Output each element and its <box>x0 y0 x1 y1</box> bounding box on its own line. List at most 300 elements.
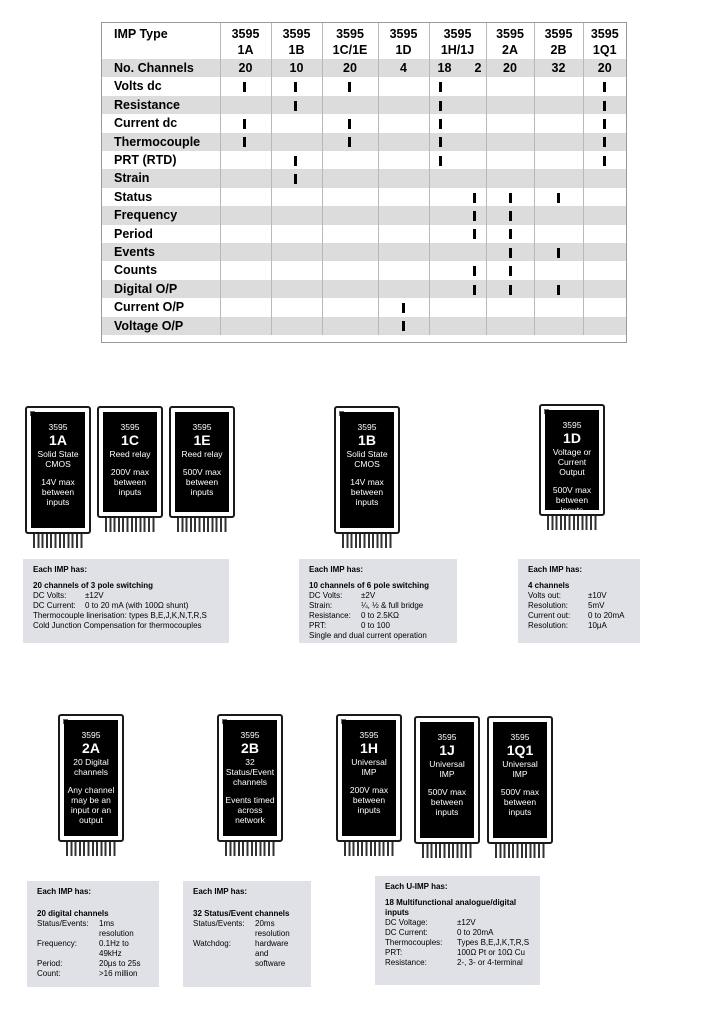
table-cell <box>322 188 378 206</box>
tick-mark <box>473 285 476 295</box>
tick-mark <box>348 119 351 129</box>
table-cell <box>220 133 271 151</box>
spec-heading: Each IMP has: <box>37 887 92 896</box>
table-row <box>102 261 626 279</box>
module-note: inputs <box>357 805 381 815</box>
spec-row: PRT: 100Ω Pt or 10Ω Cu <box>385 948 525 957</box>
spec-row: DC Voltage: ±12V <box>385 918 476 927</box>
row-label: Current O/P <box>102 298 220 316</box>
module-card-2A <box>58 714 124 856</box>
col-header-1B: 3595 1B <box>271 23 322 59</box>
spec-line: Cold Junction Compensation for thermocouples <box>33 621 202 630</box>
connector-pins <box>225 842 275 856</box>
tick-mark <box>439 156 442 166</box>
spec-row: DC Current: 0 to 20 mA (with 100Ω shunt) <box>33 601 189 610</box>
spec-row: Status/Events: 20ms resolution <box>193 919 290 938</box>
spec-heading: Each IMP has: <box>33 565 88 574</box>
table-cell <box>486 243 534 261</box>
table-row <box>102 225 626 243</box>
table-cell <box>322 298 378 316</box>
row-label: Voltage O/P <box>102 317 220 335</box>
table-cell <box>534 188 583 206</box>
table-row <box>102 206 626 224</box>
table-cell <box>583 243 626 261</box>
module-model: 3595 <box>510 732 530 742</box>
table-cell <box>322 261 378 279</box>
tick-mark <box>603 137 606 147</box>
module-note: inputs <box>118 487 142 497</box>
module-note: between <box>555 495 589 505</box>
tick-mark <box>557 248 560 258</box>
spec-row: Resistance: 2-, 3- or 4-terminal <box>385 958 523 967</box>
col-header-1C1E: 3595 1C/1E <box>322 23 378 59</box>
spec-row: Resolution: 10μA <box>528 621 607 630</box>
module-card-2B <box>217 714 283 856</box>
module-desc: Universal <box>351 757 387 767</box>
spec-row: DC Current: 0 to 20mA <box>385 928 494 937</box>
module-note: 14V max <box>41 477 75 487</box>
col-header-2A: 3595 2A <box>486 23 534 59</box>
table-cell <box>583 225 626 243</box>
table-cell <box>322 151 378 169</box>
module-model: 3595 <box>192 422 212 432</box>
row-label: Digital O/P <box>102 280 220 298</box>
table-cell <box>271 298 322 316</box>
table-cell <box>271 225 322 243</box>
tick-mark <box>294 156 297 166</box>
module-desc: Voltage or <box>552 447 592 457</box>
module-code: 1J <box>439 742 455 758</box>
channels-value: 20 <box>583 59 626 77</box>
table-cell <box>220 206 271 224</box>
connector-pins <box>105 518 155 532</box>
table-cell <box>322 96 378 114</box>
channels-value: 2 <box>474 61 482 75</box>
table-cell <box>583 298 626 316</box>
module-note: inputs <box>190 487 214 497</box>
module-desc: IMP <box>361 767 377 777</box>
table-cell <box>486 133 534 151</box>
module-card-1E <box>169 406 235 532</box>
table-row <box>102 243 626 261</box>
module-desc: Universal <box>429 759 465 769</box>
table-cell <box>486 151 534 169</box>
table-cell <box>486 114 534 132</box>
spec-heading: Each IMP has: <box>528 565 583 574</box>
module-note: Events timed <box>225 795 275 805</box>
module-desc: Solid State <box>37 449 79 459</box>
channels-value: 20 <box>220 59 271 77</box>
table-cell <box>378 225 429 243</box>
module-note: 14V max <box>350 477 384 487</box>
spec-row: Watchdog: hardware and <box>193 939 289 958</box>
module-desc: channels <box>232 777 268 787</box>
spec-subheading: 20 digital channels <box>37 909 109 918</box>
module-note: across <box>237 805 263 815</box>
table-cell <box>220 225 271 243</box>
table-cell <box>271 151 322 169</box>
table-cell <box>322 206 378 224</box>
module-desc: Reed relay <box>109 449 151 459</box>
module-desc: Output <box>559 467 585 477</box>
table-cell <box>534 169 583 187</box>
channels-value: 20 <box>486 59 534 77</box>
table-cell <box>378 206 429 224</box>
tick-mark <box>473 211 476 221</box>
table-cell <box>220 151 271 169</box>
module-desc: Status/Event <box>225 767 275 777</box>
module-code: 2B <box>241 740 259 756</box>
table-cell <box>220 261 271 279</box>
table-cell <box>583 206 626 224</box>
spec-row: DC Volts: ±12V <box>33 591 104 600</box>
row-label: Thermocouple <box>102 133 220 151</box>
table-cell <box>486 261 534 279</box>
table-row <box>102 151 626 169</box>
table-cell <box>429 133 486 151</box>
module-note: Any channel <box>67 785 115 795</box>
table-cell <box>220 188 271 206</box>
table-row <box>102 280 626 298</box>
module-note: output <box>79 815 103 825</box>
channels-value: 20 <box>322 59 378 77</box>
tick-mark <box>509 229 512 239</box>
tick-mark <box>603 156 606 166</box>
table-cell <box>429 298 486 316</box>
table-cell <box>534 206 583 224</box>
module-desc: CMOS <box>354 459 380 469</box>
tick-mark <box>402 303 405 313</box>
tick-mark <box>603 119 606 129</box>
tick-mark <box>294 101 297 111</box>
module-code: 2A <box>82 740 100 756</box>
table-cell <box>220 169 271 187</box>
spec-row: Period: 20μs to 25s <box>37 959 141 968</box>
module-note: inputs <box>435 807 459 817</box>
module-note: 200V max <box>349 785 389 795</box>
tick-mark <box>557 285 560 295</box>
tick-mark <box>473 266 476 276</box>
module-desc: Current <box>557 457 587 467</box>
table-cell <box>583 261 626 279</box>
table-cell <box>322 133 378 151</box>
module-note: inputs <box>355 497 379 507</box>
row-label: Events <box>102 243 220 261</box>
table-cell <box>220 280 271 298</box>
table-cell <box>534 77 583 95</box>
spec-row: Volts out: ±10V <box>528 591 607 600</box>
table-cell <box>220 77 271 95</box>
channels-label: No. Channels <box>102 59 220 77</box>
table-cell <box>486 96 534 114</box>
table-cell <box>429 188 486 206</box>
table-cell <box>271 133 322 151</box>
module-model: 3595 <box>120 422 140 432</box>
module-model: 3595 <box>359 730 379 740</box>
col-header-1A: 3595 1A <box>220 23 271 59</box>
table-cell <box>583 77 626 95</box>
spec-subheading: 20 channels of 3 pole switching <box>33 581 154 590</box>
table-cell <box>429 243 486 261</box>
table-cell <box>429 206 486 224</box>
spec-row: Resolution: 5mV <box>528 601 605 610</box>
table-cell <box>220 243 271 261</box>
tick-mark <box>509 211 512 221</box>
module-desc: Universal <box>502 759 538 769</box>
table-cell <box>486 188 534 206</box>
channels-value: 18 <box>437 61 452 75</box>
module-card-1J <box>414 716 480 858</box>
connector-pins <box>33 534 83 548</box>
tick-mark <box>473 193 476 203</box>
spec-row: PRT: 0 to 100 <box>309 621 390 630</box>
table-cell <box>534 243 583 261</box>
table-header-row <box>102 23 626 59</box>
table-row <box>102 114 626 132</box>
table-cell <box>486 317 534 335</box>
module-card-1H <box>336 714 402 856</box>
table-cell <box>378 261 429 279</box>
spec-heading: Each U-IMP has: <box>385 882 448 891</box>
table-cell <box>486 280 534 298</box>
module-code: 1Q1 <box>506 742 534 758</box>
table-row <box>102 298 626 316</box>
spec-box-1D <box>518 559 640 643</box>
table-cell <box>534 298 583 316</box>
table-cell <box>534 280 583 298</box>
tick-mark <box>294 82 297 92</box>
table-cell <box>378 96 429 114</box>
tick-mark <box>603 82 606 92</box>
table-row <box>102 317 626 335</box>
table-cell <box>271 169 322 187</box>
spec-row: Count: >16 million <box>37 969 138 978</box>
table-cell <box>220 96 271 114</box>
spec-subheading: 10 channels of 6 pole switching <box>309 581 430 590</box>
table-cell <box>429 317 486 335</box>
spec-heading: Each IMP has: <box>193 887 248 896</box>
spec-subheading: 18 Multifunctional analogue/digital inputs <box>385 898 517 917</box>
table-cell <box>271 280 322 298</box>
table-cell <box>534 133 583 151</box>
table-cell <box>271 317 322 335</box>
module-note: between <box>350 487 384 497</box>
channels-value: 10 <box>271 59 322 77</box>
module-card-1A <box>25 406 91 548</box>
tick-mark <box>439 119 442 129</box>
row-label: Resistance <box>102 96 220 114</box>
module-desc: IMP <box>439 769 455 779</box>
table-cell <box>429 151 486 169</box>
table-cell <box>322 317 378 335</box>
table-cell <box>220 114 271 132</box>
table-cell <box>271 96 322 114</box>
table-cell <box>322 169 378 187</box>
module-note: inputs <box>560 505 584 515</box>
module-code: 1E <box>193 432 211 448</box>
connector-pins <box>177 518 227 532</box>
table-cell <box>322 243 378 261</box>
table-cell <box>378 298 429 316</box>
table-row <box>102 133 626 151</box>
tick-mark <box>294 174 297 184</box>
module-desc: Solid State <box>346 449 388 459</box>
col-header-1Q1: 3595 1Q1 <box>590 27 619 57</box>
col-header-1D: 3595 1D <box>378 23 429 59</box>
table-cell <box>322 114 378 132</box>
spec-row: Strain: ¼, ½ & full bridge <box>309 601 424 610</box>
imp-type-table <box>101 22 627 343</box>
table-cell <box>429 114 486 132</box>
tick-mark <box>473 229 476 239</box>
module-card-1C <box>97 406 163 532</box>
module-desc: CMOS <box>45 459 71 469</box>
table-row <box>102 96 626 114</box>
table-cell <box>378 169 429 187</box>
table-cell <box>378 243 429 261</box>
module-note: inputs <box>508 807 532 817</box>
table-cell <box>583 188 626 206</box>
module-card-1Q1 <box>487 716 553 858</box>
table-row <box>102 77 626 95</box>
spec-box-1H-1J-1Q1 <box>375 876 540 985</box>
row-label: Period <box>102 225 220 243</box>
tick-mark <box>557 193 560 203</box>
table-cell <box>486 169 534 187</box>
spec-box-1B <box>299 559 457 643</box>
tick-mark <box>509 285 512 295</box>
connector-pins <box>66 842 116 856</box>
tick-mark <box>509 266 512 276</box>
connector-pins <box>344 842 394 856</box>
module-note: between <box>430 797 464 807</box>
table-cell <box>583 169 626 187</box>
row-label: Status <box>102 188 220 206</box>
channels-value: 32 <box>534 59 583 77</box>
table-cell <box>378 280 429 298</box>
table-cell <box>486 298 534 316</box>
module-note: 500V max <box>427 787 467 797</box>
module-model: 3595 <box>562 420 582 430</box>
tick-mark <box>439 137 442 147</box>
table-cell <box>534 225 583 243</box>
table-cell <box>429 169 486 187</box>
module-model: 3595 <box>48 422 68 432</box>
table-cell <box>534 317 583 335</box>
spec-row: Status/Events: 1ms resolution <box>37 919 134 938</box>
table-cell <box>378 114 429 132</box>
channels-value-pair <box>429 59 486 77</box>
table-cell <box>378 151 429 169</box>
tick-mark <box>243 82 246 92</box>
module-note: may be an <box>71 795 111 805</box>
spec-row: Resistance: 0 to 2.5KΩ <box>309 611 400 620</box>
table-cell <box>322 77 378 95</box>
spec-line: Thermocouple linerisation: types B,E,J,K,N,T,R,S <box>33 611 207 620</box>
table-cell <box>378 77 429 95</box>
connector-pins <box>342 534 392 548</box>
module-desc: 32 <box>245 757 255 767</box>
table-cell <box>322 225 378 243</box>
module-desc: channels <box>73 767 109 777</box>
spec-row: Current out: 0 to 20mA <box>528 611 625 620</box>
module-code: 1D <box>563 430 581 446</box>
col-header-1H1J: 3595 1H/1J <box>429 23 486 59</box>
table-cell <box>583 317 626 335</box>
connector-pins <box>547 516 597 530</box>
tick-mark <box>348 137 351 147</box>
module-card-1D <box>539 404 605 530</box>
module-code: 1C <box>121 432 139 448</box>
table-cell <box>429 77 486 95</box>
spec-box-2A <box>27 881 159 987</box>
table-cell <box>271 188 322 206</box>
table-cell <box>534 261 583 279</box>
channels-value: 4 <box>378 59 429 77</box>
spec-row: DC Volts: ±2V <box>309 591 376 600</box>
spec-row: Frequency: 0.1Hz to 49kHz <box>37 939 129 958</box>
table-cell <box>322 280 378 298</box>
table-cell <box>583 280 626 298</box>
tick-mark <box>439 82 442 92</box>
module-model: 3595 <box>357 422 377 432</box>
table-cell <box>220 317 271 335</box>
module-desc: IMP <box>512 769 528 779</box>
module-model: 3595 <box>240 730 260 740</box>
tick-mark <box>243 137 246 147</box>
table-cell <box>271 261 322 279</box>
table-cell <box>429 280 486 298</box>
row-label: Counts <box>102 261 220 279</box>
table-cell <box>486 225 534 243</box>
module-card-1B <box>334 406 400 548</box>
module-note: 500V max <box>552 485 592 495</box>
module-note: between <box>41 487 75 497</box>
channels-row <box>102 59 626 77</box>
module-desc: 20 Digital <box>73 757 109 767</box>
table-cell <box>583 133 626 151</box>
imp-type-label: IMP Type <box>102 23 220 59</box>
spec-subheading: 4 channels <box>528 581 570 590</box>
module-model: 3595 <box>81 730 101 740</box>
module-note: between <box>185 477 219 487</box>
connector-pins <box>422 844 472 858</box>
module-note: 200V max <box>110 467 150 477</box>
row-label: Current dc <box>102 114 220 132</box>
table-cell <box>583 114 626 132</box>
table-cell <box>583 151 626 169</box>
module-code: 1H <box>360 740 378 756</box>
tick-mark <box>243 119 246 129</box>
module-note: inputs <box>46 497 70 507</box>
row-label: Volts dc <box>102 77 220 95</box>
table-cell <box>378 317 429 335</box>
table-row <box>102 169 626 187</box>
table-cell <box>378 188 429 206</box>
module-note: between <box>503 797 537 807</box>
module-note: between <box>113 477 147 487</box>
connector-pins <box>495 844 545 858</box>
table-cell <box>486 206 534 224</box>
col-header-2B: 3595 2B <box>534 23 583 59</box>
spec-line: Single and dual current operation <box>309 631 427 640</box>
spec-box-1A-1C-1E <box>23 559 229 643</box>
table-cell <box>534 114 583 132</box>
tick-mark <box>509 248 512 258</box>
table-cell <box>486 77 534 95</box>
table-row <box>102 188 626 206</box>
tick-mark <box>603 101 606 111</box>
